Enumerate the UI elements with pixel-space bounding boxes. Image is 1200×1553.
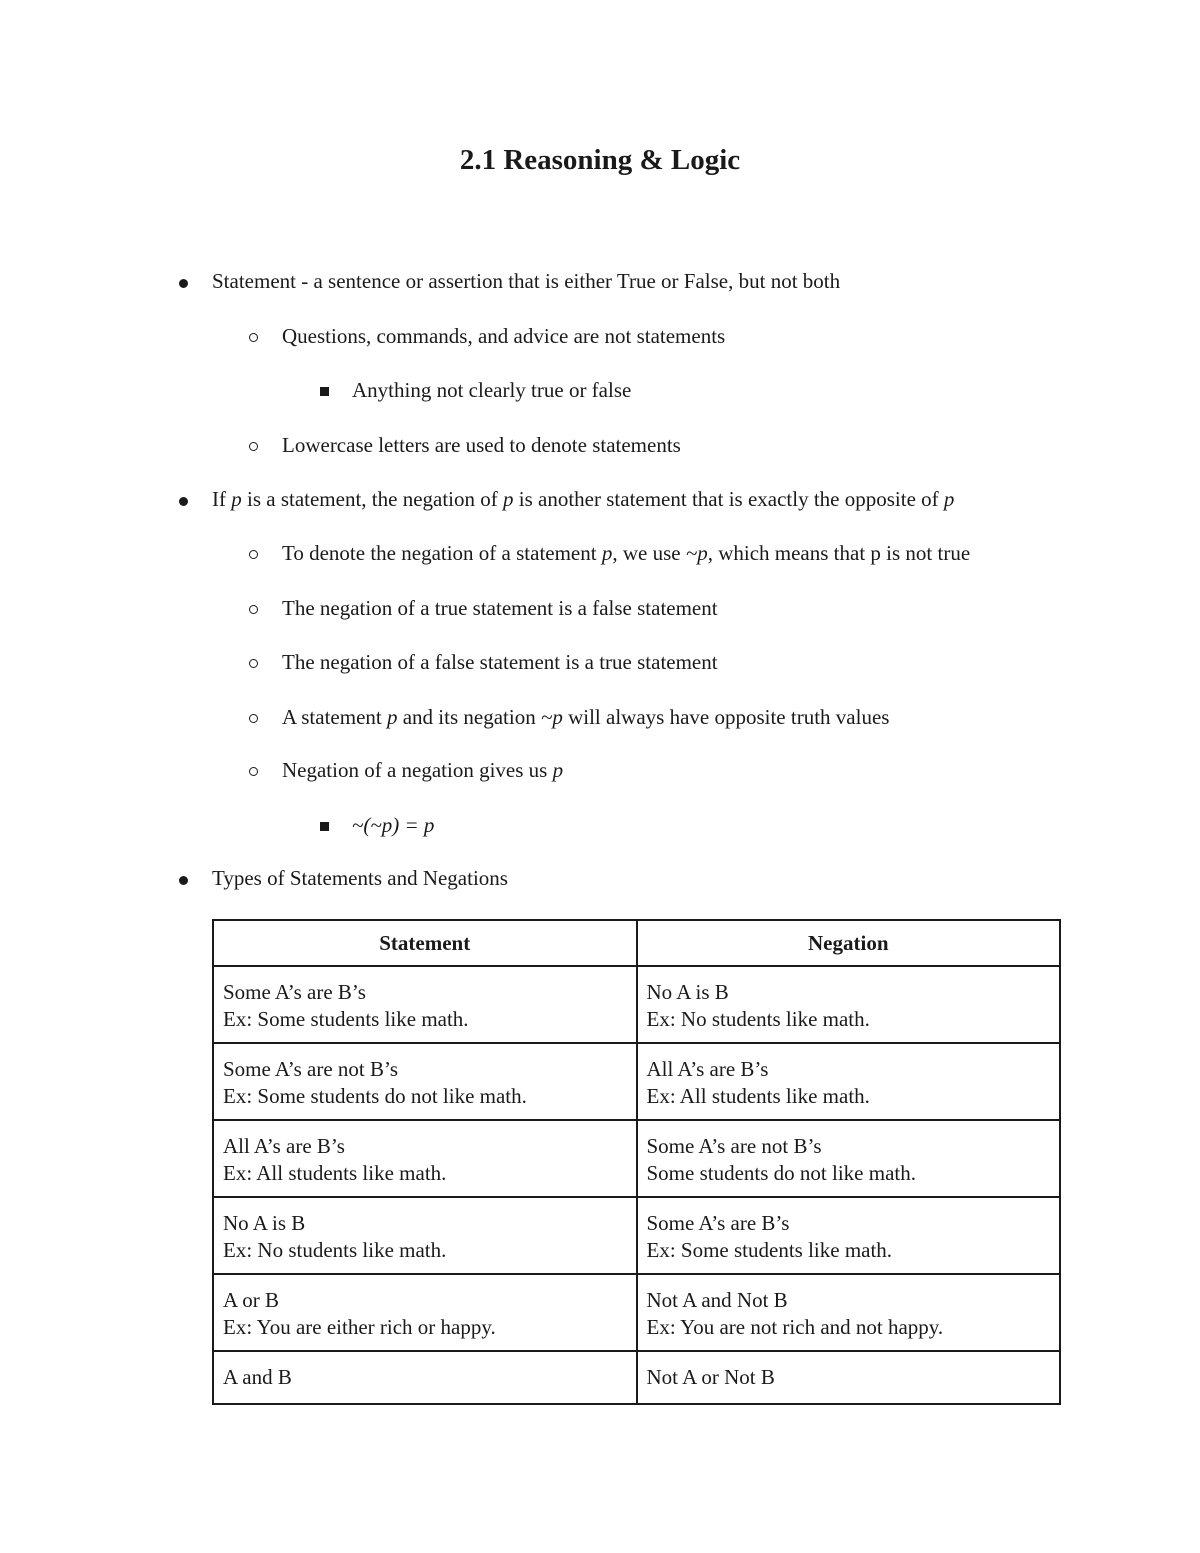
sub-bullet-not-statements: Questions, commands, and advice are not statements (282, 324, 726, 348)
circle-bullet-icon (249, 442, 258, 451)
statement-cell: No A is B Ex: No students like math. (213, 1197, 637, 1274)
negation-cell: Not A or Not B (637, 1351, 1061, 1404)
negation-cell: All A’s are B’s Ex: All students like math. (637, 1043, 1061, 1120)
statement-cell: Some A’s are B’s Ex: Some students like math. (213, 966, 637, 1043)
bullet-statement-definition: Statement - a sentence or assertion that is either True or False, but not both (212, 269, 841, 293)
table-row (213, 1120, 1060, 1197)
sub-sub-bullet-not-clear: Anything not clearly true or false (352, 378, 632, 402)
table-row (213, 1274, 1060, 1351)
disc-bullet-icon (179, 876, 188, 885)
sub-bullet-double-negation: Negation of a negation gives us p (282, 758, 564, 782)
negation-cell: Not A and Not B Ex: You are not rich and not happy. (637, 1274, 1061, 1351)
statements-negations-table (212, 919, 1061, 1405)
table-row (213, 1351, 1060, 1404)
sub-bullet-false-negation: The negation of a false statement is a true statement (282, 650, 718, 674)
statement-cell: All A’s are B’s Ex: All students like math. (213, 1120, 637, 1197)
sub-sub-bullet-double-negation-formula: ~(~p) = p (352, 813, 435, 837)
column-header-statement: Statement (213, 920, 637, 966)
negation-cell: No A is B Ex: No students like math. (637, 966, 1061, 1043)
table-row (213, 1197, 1060, 1274)
negation-cell: Some A’s are B’s Ex: Some students like math. (637, 1197, 1061, 1274)
circle-bullet-icon (249, 333, 258, 342)
circle-bullet-icon (249, 605, 258, 614)
table-header-row (213, 920, 1060, 966)
sub-bullet-denote-negation: To denote the negation of a statement p, we use ~p, which means that p is not true (282, 541, 971, 565)
disc-bullet-icon (179, 497, 188, 506)
disc-bullet-icon (179, 279, 188, 288)
statement-cell: A or B Ex: You are either rich or happy. (213, 1274, 637, 1351)
square-bullet-icon (320, 387, 329, 396)
circle-bullet-icon (249, 714, 258, 723)
table-row (213, 1043, 1060, 1120)
column-header-negation: Negation (637, 920, 1061, 966)
circle-bullet-icon (249, 659, 258, 668)
circle-bullet-icon (249, 767, 258, 776)
bullet-negation-definition: If p is a statement, the negation of p is another statement that is exactly the opposite of p (212, 487, 955, 511)
bullet-types-of-statements: Types of Statements and Negations (212, 866, 508, 890)
circle-bullet-icon (249, 550, 258, 559)
square-bullet-icon (320, 822, 329, 831)
negation-cell: Some A’s are not B’s Some students do not like math. (637, 1120, 1061, 1197)
statement-cell: A and B (213, 1351, 637, 1404)
sub-bullet-opposite-truth: A statement p and its negation ~p will always have opposite truth values (282, 705, 890, 729)
statement-cell: Some A’s are not B’s Ex: Some students do not like math. (213, 1043, 637, 1120)
table-row (213, 966, 1060, 1043)
sub-bullet-true-negation: The negation of a true statement is a false statement (282, 596, 718, 620)
sub-bullet-lowercase: Lowercase letters are used to denote statements (282, 433, 681, 457)
page-title: 2.1 Reasoning & Logic (459, 144, 741, 176)
